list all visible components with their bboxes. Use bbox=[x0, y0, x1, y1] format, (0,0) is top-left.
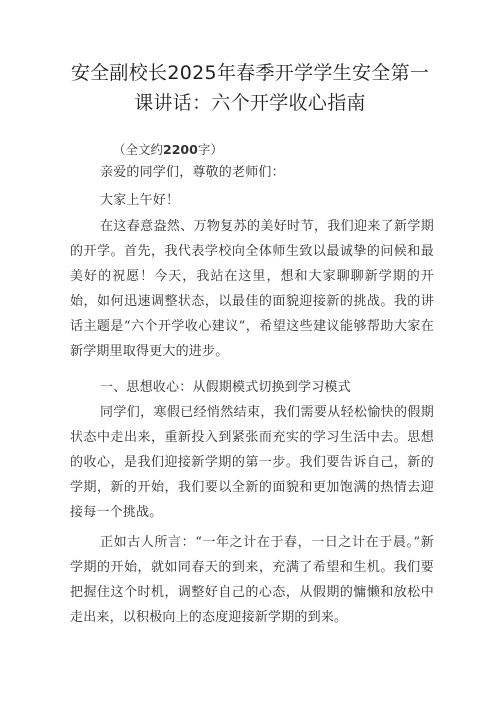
paragraph-intro: 在这春意盎然、万物复苏的美好时节，我们迎来了新学期的开学。首先，我代表学校向全体师生致以最诚挚的问候和最美好的祝愿！今天，我站在这里，想和大家聊聊新学期的开始，如何迅速调整状态，以最佳的面貌迎接新的挑战。我的讲话主题是“六个开学收心建议”，希望这些建议能够帮助大家在新学期里取得更大的进步。 bbox=[70, 219, 434, 359]
section-heading-1: 一、思想收心：从假期模式切换到学习模式 bbox=[100, 380, 351, 395]
word-count-number: 2200 bbox=[163, 142, 198, 157]
word-count bbox=[113, 140, 223, 158]
paragraph-section1-b: 正如古人所言：“一年之计在于春，一日之计在于晨。”新学期的开始，就如同春天的到来，充满了希望和生机。我们要把握住这个时机，调整好自己的心态，从假期的慵懒和放松中走出来，以积极向上的态度迎接新学期的到来。 bbox=[70, 535, 434, 625]
document-title bbox=[60, 58, 440, 118]
greeting: 大家上午好！ bbox=[100, 193, 180, 208]
word-count-prefix: （全文约 bbox=[113, 142, 164, 157]
salutation: 亲爱的同学们，尊敬的老师们： bbox=[100, 165, 285, 180]
paragraph-section1-a: 同学们，寒假已经悄然结束，我们需要从轻松愉快的假期状态中走出来，重新投入到紧张而充实的学习生活中去。思想的收心，是我们迎接新学期的第一步。我们要告诉自己，新的学期，新的开始，我们要以全新的面貌和更加饱满的热情去迎接每一个挑战。 bbox=[70, 405, 434, 520]
title-line-1: 安全副校长2025年春季开学学生安全第一 bbox=[70, 62, 430, 84]
title-line-2: 课讲话：六个开学收心指南 bbox=[134, 92, 366, 114]
word-count-suffix: 字） bbox=[197, 142, 223, 157]
